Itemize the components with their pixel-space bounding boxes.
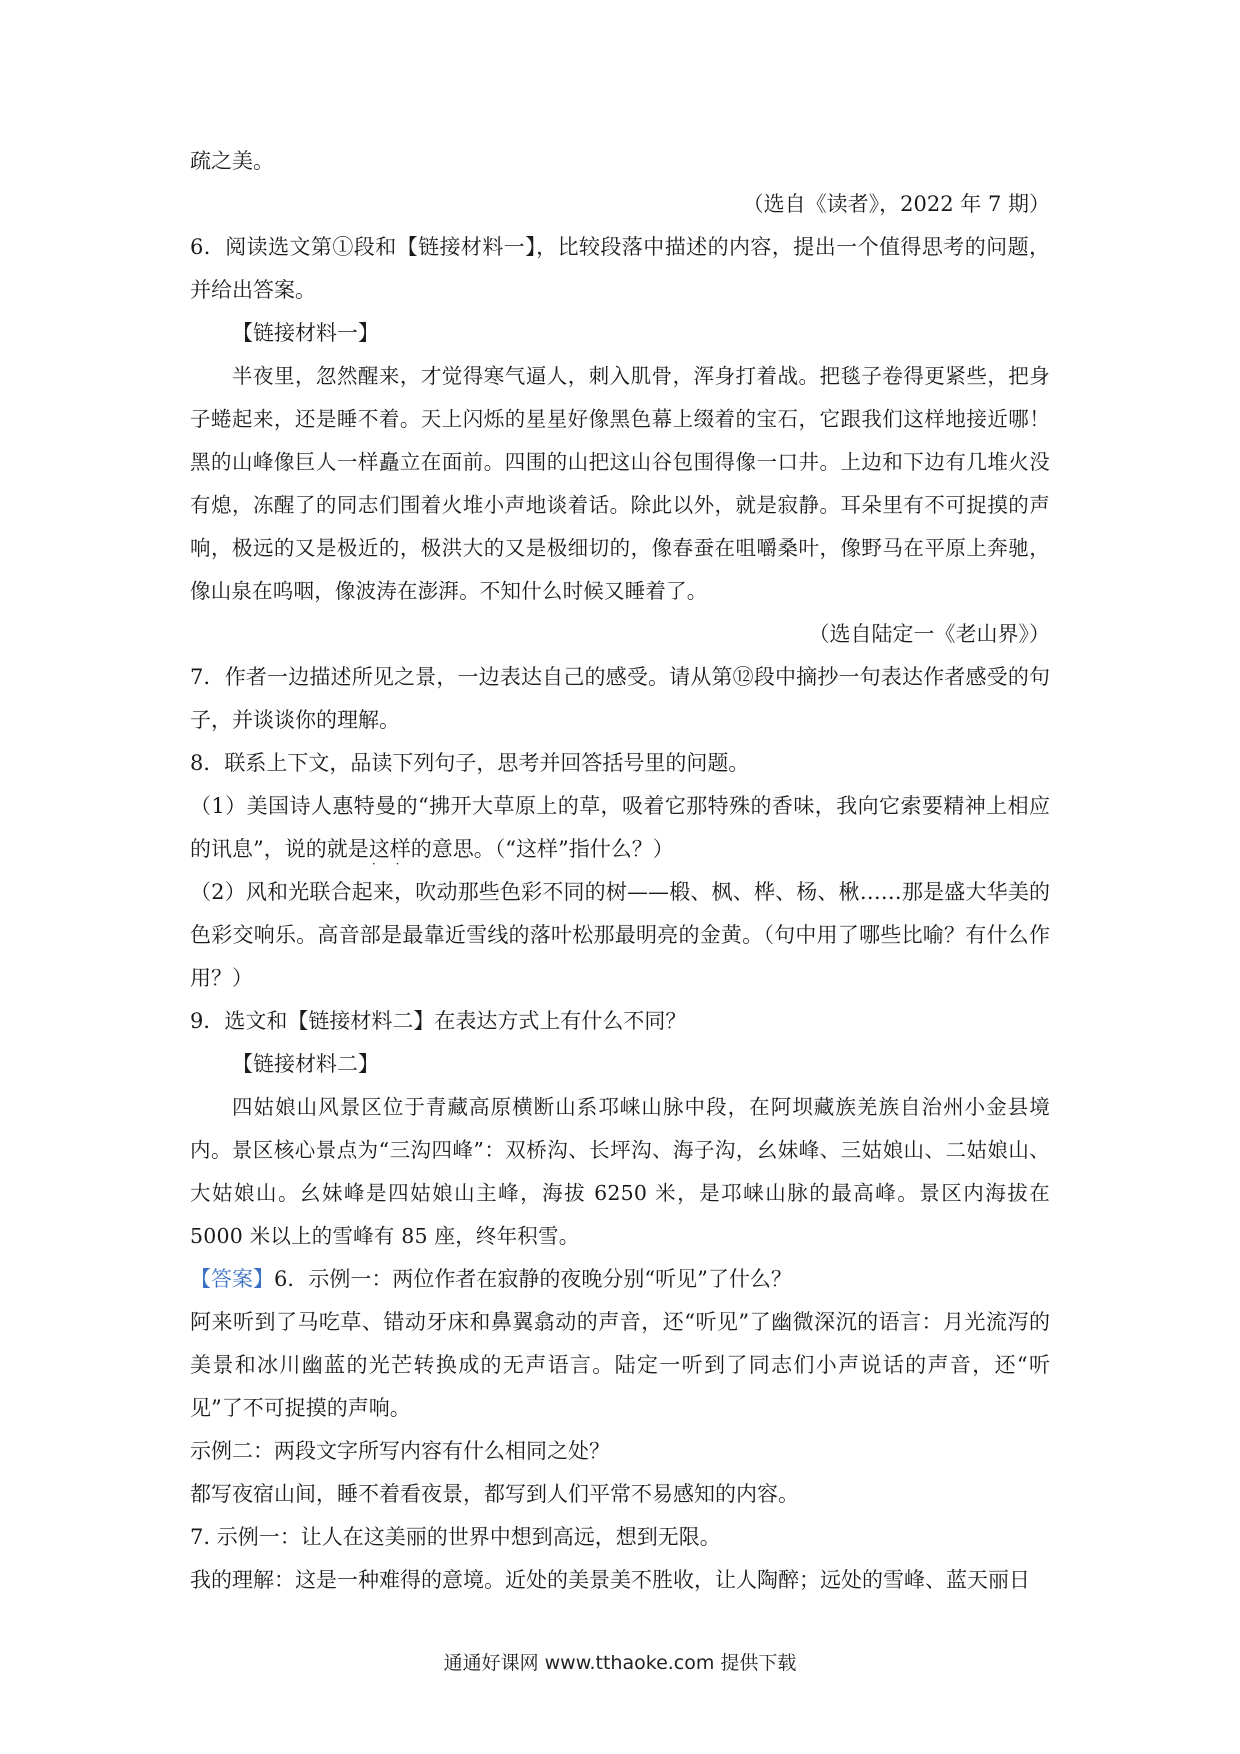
question-8-2: （2）风和光联合起来，吹动那些色彩不同的树——椴、枫、桦、杨、楸……那是盛大华美的色彩交响乐。高音部是最靠近雪线的落叶松那最明亮的金黄。（句中用了哪些比喻？有什么作用？）	[190, 880, 1050, 990]
link-material-2-title: 【链接材料二】	[232, 1052, 379, 1076]
question-8: 8．联系上下文，品读下列句子，思考并回答括号里的问题。	[190, 751, 750, 775]
page-content	[190, 140, 1050, 1602]
emphasis-dots: · ·	[372, 857, 408, 871]
question-8-1-after: 的意思。（“这样”指什么？）	[410, 837, 674, 861]
question-9: 9．选文和【链接材料二】在表达方式上有什么不同？	[190, 1009, 687, 1033]
question-6: 6．阅读选文第①段和【链接材料一】，比较段落中描述的内容，提出一个值得思考的问题，并给出答案。	[190, 235, 1050, 302]
answer-6-heading	[190, 1258, 1050, 1301]
emphasized-word-text: 这样	[368, 837, 411, 861]
answer-6-example-2-answer: 都写夜宿山间，睡不着看夜景，都写到人们平常不易感知的内容。	[190, 1482, 799, 1506]
answer-6-example-2: 示例二：两段文字所写内容有什么相同之处？	[190, 1439, 610, 1463]
question-7: 7．作者一边描述所见之景，一边表达自己的感受。请从第⑫段中摘抄一句表达作者感受的句子，并谈谈你的理解。	[190, 665, 1050, 732]
answer-6-body: 阿来听到了马吃草、错动牙床和鼻翼翕动的声音，还“听见”了幽微深沉的语言：月光流泻的美景和冰川幽蓝的光芒转换成的无声语言。陆定一听到了同志们小声说话的声音，还“听见”了不可捉摸的声响。	[190, 1310, 1050, 1420]
answer-7-body: 我的理解：这是一种难得的意境。近处的美景美不胜收，让人陶醉；远处的雪峰、蓝天丽日	[190, 1568, 1030, 1592]
paragraph-tail: 疏之美。	[190, 149, 274, 173]
answer-7-heading: 7. 示例一：让人在这美丽的世界中想到高远，想到无限。	[190, 1525, 721, 1549]
source-citation: （选自陆定一《老山界》）	[808, 622, 1050, 646]
link-material-1-title: 【链接材料一】	[232, 321, 379, 345]
link-material-1-text: 半夜里，忽然醒来，才觉得寒气逼人，刺入肌骨，浑身打着战。把毯子卷得更紧些，把身子蜷起来，还是睡不着。天上闪烁的星星好像黑色幕上缀着的宝石，它跟我们这样地接近哪！黑的山峰像巨人一样矗立在面前。四围的山把这山谷包围得像一口井。上边和下边有几堆火没有熄，冻醒了的同志们围着火堆小声地谈着话。除此以外，就是寂静。耳朵里有不可捉摸的声响，极远的又是极近的，极洪大的又是极细切的，像春蚕在咀嚼桑叶，像野马在平原上奔驰，像山泉在呜咽，像波涛在澎湃。不知什么时候又睡着了。	[190, 364, 1050, 603]
answer-6-example-1: 6．示例一：两位作者在寂静的夜晚分别“听见”了什么？	[274, 1267, 792, 1291]
emphasized-word	[368, 837, 411, 871]
question-8-1	[190, 785, 1050, 871]
question-8-1-before: （1）美国诗人惠特曼的“拂开大草原上的草，吸着它那特殊的香味，我向它索要精神上相应的讯息”，说的就是	[190, 794, 1050, 861]
answer-tag: 【答案】	[190, 1267, 274, 1291]
source-citation: （选自《读者》，2022 年 7 期）	[742, 192, 1050, 216]
page-footer: 通通好课网 www.tthaoke.com 提供下载	[443, 1652, 797, 1674]
link-material-2-text: 四姑娘山风景区位于青藏高原横断山系邛崃山脉中段，在阿坝藏族羌族自治州小金县境内。景区核心景点为“三沟四峰”：双桥沟、长坪沟、海子沟，幺妹峰、三姑娘山、二姑娘山、大姑娘山。幺妹峰是四姑娘山主峰，海拔 6250 米，是邛崃山脉的最高峰。景区内海拔在 5000 米以上的雪峰有 85 座，终年积雪。	[190, 1095, 1050, 1248]
